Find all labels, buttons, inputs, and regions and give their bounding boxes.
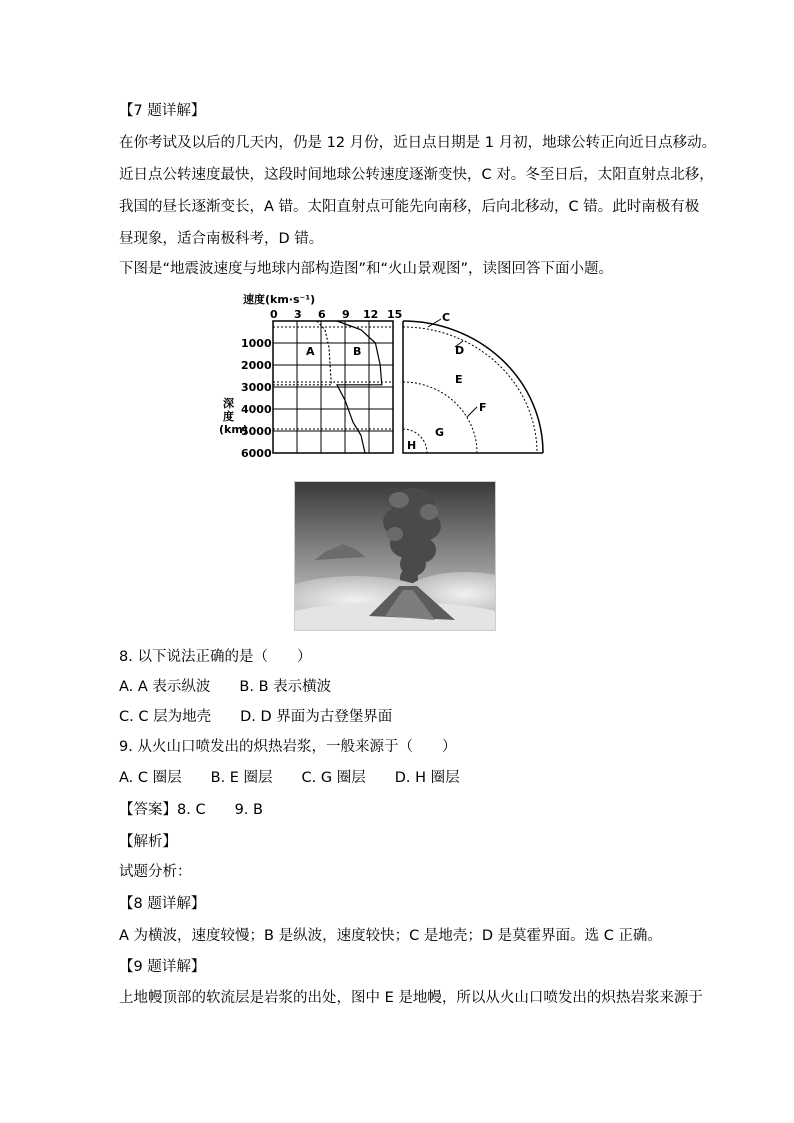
- depth-label-unit: (km): [219, 423, 248, 436]
- section7-line-3: 我国的昼长逐渐变长，A 错。太阳直射点可能先向南移，后向北移动，C 错。此时南极有极: [119, 199, 700, 215]
- x-tick-9: 9: [342, 308, 350, 321]
- earth-section-frame: [403, 321, 543, 453]
- layer-label-f: F: [479, 401, 487, 414]
- depth-label-char-2: 度: [223, 410, 234, 423]
- curve-label-a: A: [306, 345, 315, 358]
- analysis-title: 【解析】: [119, 834, 177, 850]
- x-tick-6: 6: [318, 308, 326, 321]
- x-tick-3: 3: [294, 308, 302, 321]
- y-tick-4000: 4000: [241, 403, 272, 416]
- section7-title: 【7 题详解】: [119, 103, 206, 119]
- layer-label-d: D: [455, 344, 465, 357]
- section7-line-4: 昼现象，适合南极科考，D 错。: [119, 231, 324, 247]
- seismic-figure: [213, 289, 553, 461]
- layer-label-g: G: [435, 426, 445, 439]
- answer-line: 【答案】8. C 9. B: [119, 802, 263, 818]
- figure-intro: 下图是“地震波速度与地球内部构造图”和“火山景观图”，读图回答下面小题。: [119, 261, 614, 277]
- depth-label-char-1: 深: [223, 397, 234, 410]
- y-tick-2000: 2000: [241, 359, 272, 372]
- y-tick-1000: 1000: [241, 337, 272, 350]
- chart-title: 速度(km·s⁻¹): [243, 293, 316, 306]
- x-tick-15: 15: [387, 308, 403, 321]
- analysis-intro: 试题分析：: [119, 864, 192, 880]
- y-tick-3000: 3000: [241, 381, 272, 394]
- question-9-stem: 9. 从火山口喷发出的炽热岩浆，一般来源于（ ）: [119, 739, 457, 755]
- question-9-options: A. C 圈层 B. E 圈层 C. G 圈层 D. H 圈层: [119, 770, 460, 786]
- section9-text: 上地幔顶部的软流层是岩浆的出处，图中 E 是地幔，所以从火山口喷发出的炽热岩浆来源于: [119, 990, 703, 1006]
- layer-label-c: C: [442, 311, 451, 324]
- volcano-image: [295, 482, 495, 630]
- y-tick-5000: 5000: [241, 425, 272, 438]
- earth-surface-arc: [403, 321, 543, 453]
- volcano-photo: [294, 481, 496, 631]
- section9-title: 【9 题详解】: [119, 959, 206, 975]
- curve-a: [273, 321, 331, 385]
- y-tick-6000: 6000: [241, 447, 272, 460]
- label-f-pointer: [467, 407, 477, 417]
- curve-label-b: B: [353, 345, 362, 358]
- question-8-options-ab: A. A 表示纵波 B. B 表示横波: [119, 679, 332, 695]
- section8-text: A 为横波，速度较慢；B 是纵波，速度较快；C 是地壳；D 是莫霍界面。选 C 正确。: [119, 928, 662, 944]
- question-8-stem: 8. 以下说法正确的是（ ）: [119, 649, 312, 665]
- layer-label-e: E: [455, 373, 463, 386]
- question-8-options-cd: C. C 层为地壳 D. D 界面为古登堡界面: [119, 709, 393, 725]
- seismic-chart-svg: [213, 289, 553, 461]
- section7-line-2: 近日点公转速度最快，这段时间地球公转速度逐渐变快，C 对。冬至日后，太阳直射点北移，: [119, 167, 714, 183]
- layer-label-h: H: [407, 439, 417, 452]
- x-tick-0: 0: [270, 308, 278, 321]
- section7-line-1: 在你考试及以后的几天内，仍是 12 月份，近日点日期是 1 月初，地球公转正向近日点移动。: [119, 135, 717, 151]
- moho-arc: [403, 327, 537, 453]
- section8-title: 【8 题详解】: [119, 896, 206, 912]
- x-tick-12: 12: [363, 308, 379, 321]
